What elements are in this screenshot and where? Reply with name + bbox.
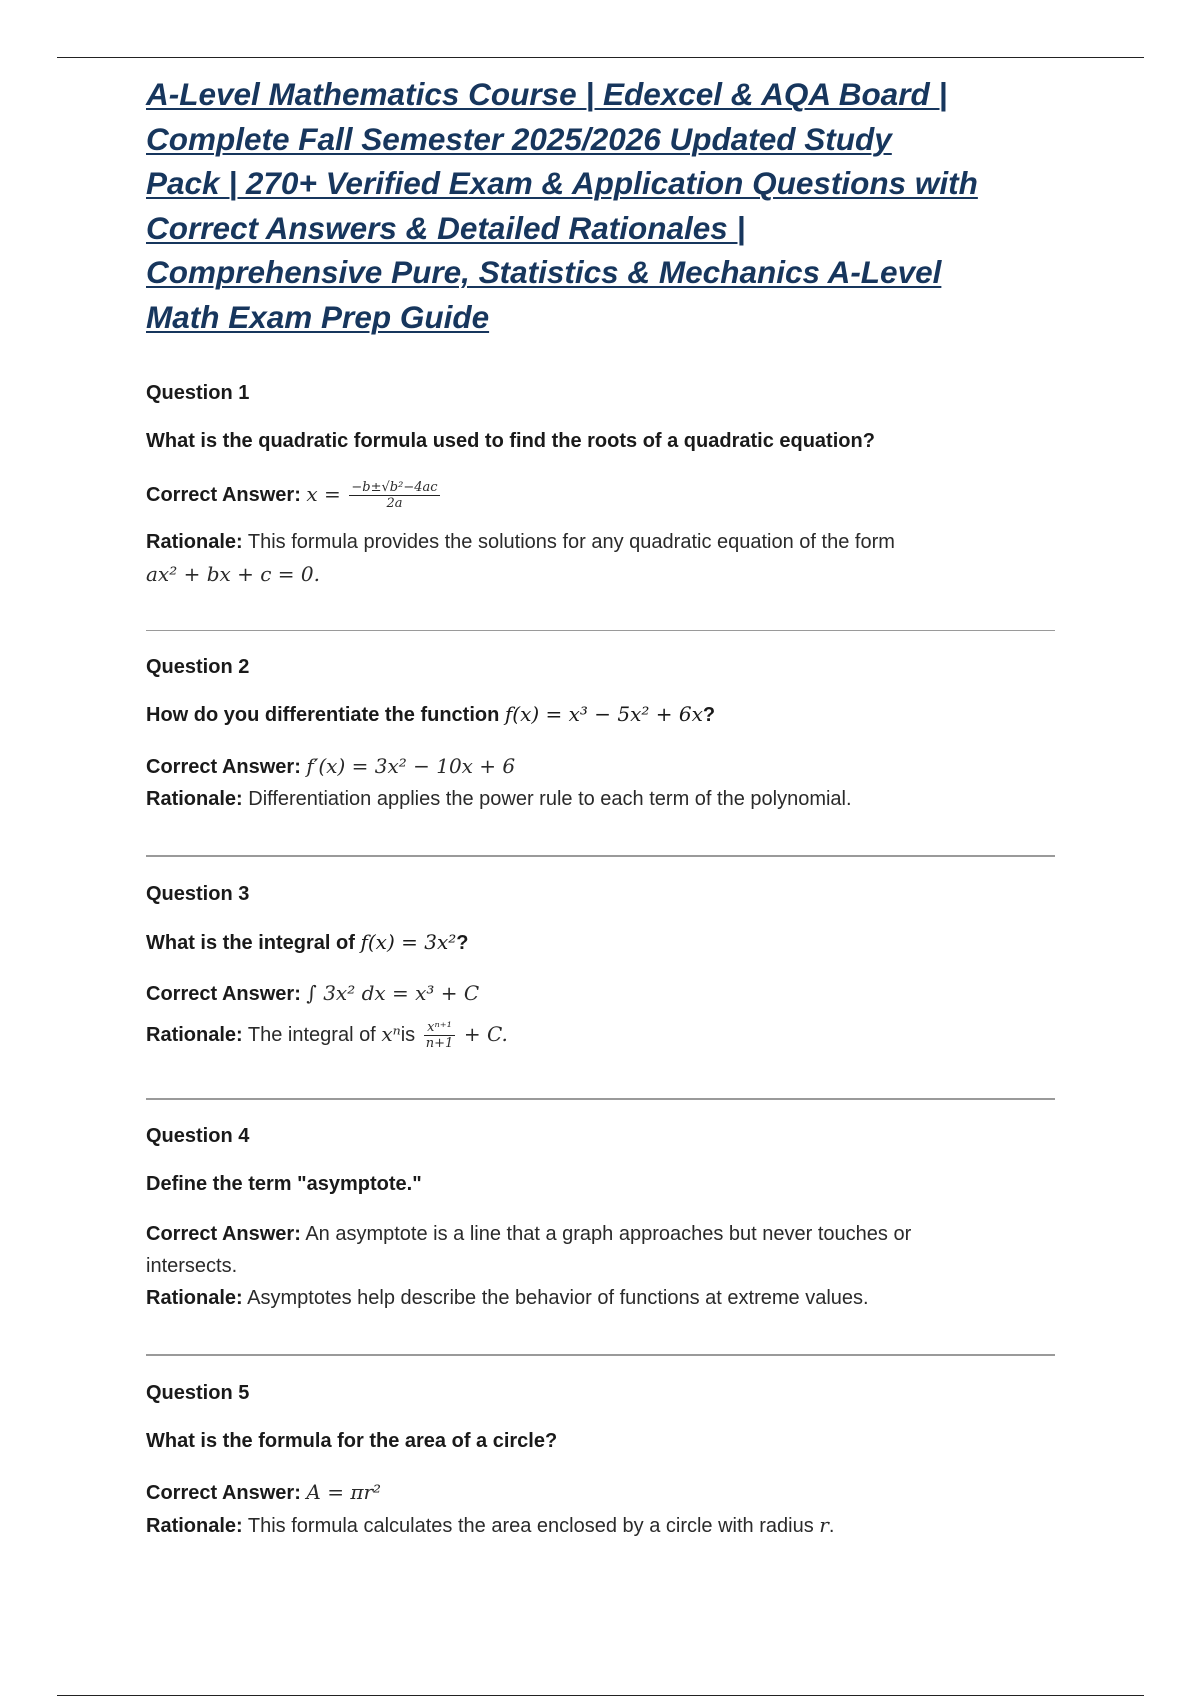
question-3-rationale [146, 1018, 1066, 1051]
answer-line [146, 750, 1066, 783]
rationale-line [146, 1018, 1066, 1051]
correct-answer-label: Correct Answer: [146, 983, 301, 1005]
rationale-math: r [819, 1513, 829, 1537]
rationale-label: Rationale: [146, 1287, 243, 1309]
question-5-answer [146, 1476, 1066, 1542]
rationale-is: is [400, 1024, 416, 1046]
question-label: Question 2 [146, 656, 250, 678]
question-2 [146, 656, 1066, 679]
rationale-math: ax² + bx + c = 0. [146, 562, 321, 586]
rationale-label: Rationale: [146, 788, 243, 810]
answer-line [146, 478, 1066, 511]
rationale-line [146, 1282, 1066, 1314]
question-math: f(x) = 3x² [360, 930, 457, 954]
title-line: Pack | 270+ Verified Exam & Application Questions with [146, 165, 978, 201]
rationale-label: Rationale: [146, 1515, 243, 1537]
fraction-denominator: 2a [386, 496, 403, 512]
question-text: What is the formula for the area of a circle? [146, 1430, 558, 1452]
title-line: Complete Fall Semester 2025/2026 Updated Study [146, 120, 892, 157]
question-text: Define the term "asymptote." [146, 1173, 422, 1195]
question-3-answer [146, 977, 1066, 1010]
question-5-text-block [146, 1430, 1066, 1453]
question-text-line [146, 930, 1066, 955]
title-line: Comprehensive Pure, Statistics & Mechanics A-Level [146, 254, 942, 290]
divider [146, 630, 1055, 631]
bottom-rule [57, 1695, 1144, 1696]
rationale-text: This formula provides the solutions for any quadratic equation of the form [247, 531, 895, 553]
document-body [146, 72, 1066, 339]
answer-line [146, 1218, 1066, 1250]
rationale-line [146, 1509, 1066, 1542]
title-line: Correct Answers & Detailed Rationales | [146, 209, 746, 246]
question-1-answer [146, 478, 1066, 511]
answer-math: x = [306, 482, 341, 506]
question-math: f(x) = x³ − 5x² + 6x [504, 702, 703, 726]
top-rule [57, 57, 1144, 58]
question-4-answer [146, 1218, 1066, 1314]
question-3-text-block [146, 930, 1066, 955]
question-4-text-block [146, 1173, 1066, 1196]
rationale-text: Differentiation applies the power rule to each term of the polynomial. [248, 788, 852, 810]
correct-answer-label: Correct Answer: [146, 1482, 301, 1504]
question-text: What is the integral of [146, 932, 355, 954]
question-label: Question 3 [146, 883, 250, 905]
divider [146, 1354, 1055, 1356]
question-text-line [146, 702, 1066, 727]
answer-line [146, 977, 1066, 1010]
question-4 [146, 1125, 1066, 1148]
rationale-line [146, 526, 1066, 558]
answer-line [146, 1476, 1066, 1509]
correct-answer-label: Correct Answer: [146, 756, 301, 778]
divider [146, 855, 1055, 857]
question-1-rationale [146, 526, 1066, 590]
answer-text-continued: intersects. [146, 1255, 238, 1277]
question-1 [146, 382, 1066, 405]
fraction-numerator: xⁿ⁺¹ [424, 1020, 456, 1036]
question-label: Question 4 [146, 1125, 250, 1147]
question-label: Question 1 [146, 382, 250, 404]
rationale-line [146, 783, 1066, 815]
question-end: ? [702, 704, 716, 726]
fraction-denominator: n+1 [425, 1036, 454, 1052]
rationale-tail: + C. [463, 1022, 508, 1046]
question-3 [146, 883, 1066, 906]
question-text: How do you differentiate the function [146, 704, 500, 726]
question-2-text-block [146, 702, 1066, 727]
question-2-answer [146, 750, 1066, 815]
answer-math: ∫ 3x² dx = x³ + C [306, 981, 480, 1005]
rationale-text: The integral of [247, 1024, 376, 1046]
question-text: What is the quadratic formula used to find the roots of a quadratic equation? [146, 430, 875, 452]
rationale-label: Rationale: [146, 531, 243, 553]
answer-fraction [349, 480, 439, 511]
answer-text: An asymptote is a line that a graph approaches but never touches or [305, 1223, 912, 1245]
title-line: Math Exam Prep Guide [146, 298, 490, 335]
rationale-text: This formula calculates the area enclosed by a circle with radius [247, 1515, 814, 1537]
rationale-label: Rationale: [146, 1024, 243, 1046]
title-line: A-Level Mathematics Course | Edexcel & AQA Board | [146, 76, 948, 112]
question-end: ? [456, 932, 469, 954]
rationale-end: . [828, 1515, 835, 1537]
question-label: Question 5 [146, 1382, 250, 1404]
question-5 [146, 1382, 1066, 1405]
answer-math: A = πr² [306, 1480, 382, 1504]
correct-answer-label: Correct Answer: [146, 1223, 301, 1245]
rationale-math: xⁿ [381, 1022, 401, 1046]
rationale-text: Asymptotes help describe the behavior of functions at extreme values. [247, 1287, 869, 1309]
divider [146, 1098, 1055, 1100]
question-1-text-block [146, 430, 1066, 453]
fraction-numerator: −b±√b²−4ac [351, 480, 438, 496]
rationale-fraction [424, 1020, 456, 1051]
document-title[interactable] [146, 72, 1066, 339]
correct-answer-label: Correct Answer: [146, 484, 301, 506]
answer-math: f′(x) = 3x² − 10x + 6 [306, 754, 516, 778]
